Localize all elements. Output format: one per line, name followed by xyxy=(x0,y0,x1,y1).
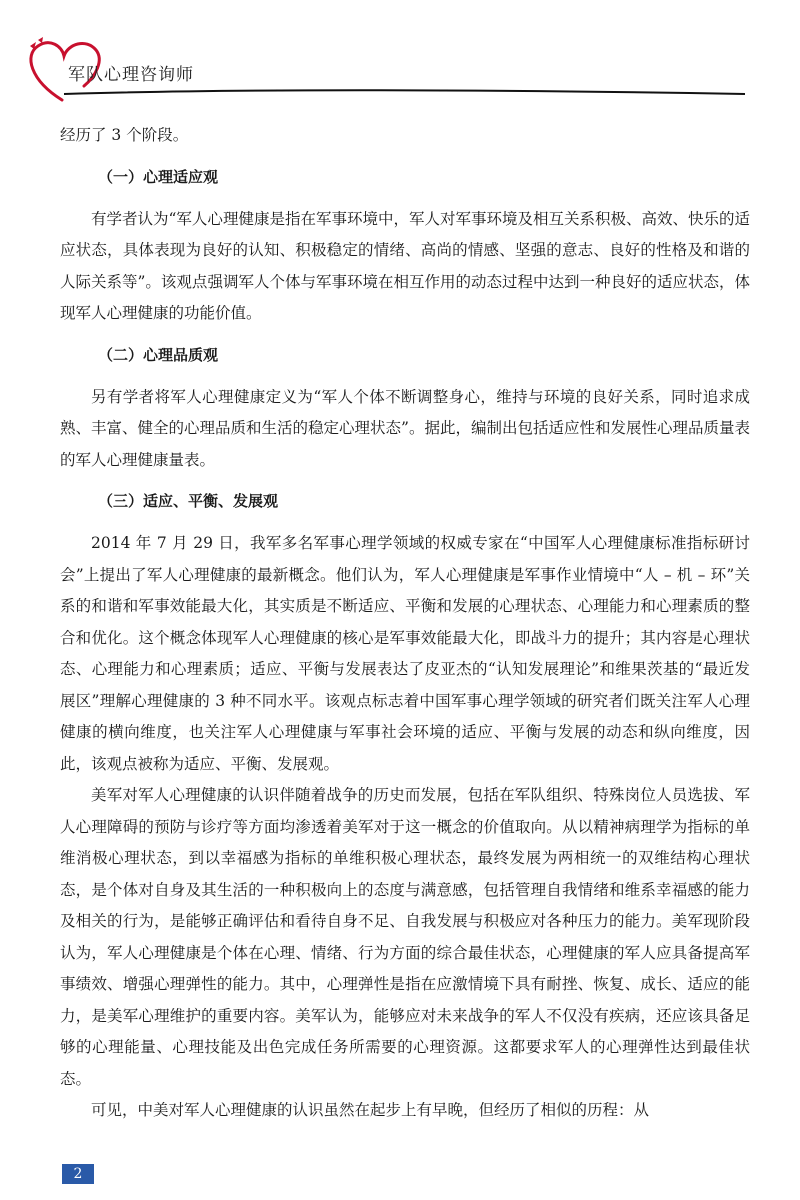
section-1-paragraph: 有学者认为“军人心理健康是指在军事环境中，军人对军事环境及相互关系积极、高效、快乐的适应状态，具体表现为良好的认知、积极稳定的情绪、高尚的情感、坚强的意志、良好的性格及和谐的人际关系等”。该观点强调军人个体与军事环境在相互作用的动态过程中达到一种良好的适应状态，体现军人心理健康的功能价值。 xyxy=(60,209,750,322)
intro-text: 经历了 3 个阶段。 xyxy=(60,126,189,144)
section-heading-3: （三）适应、平衡、发展观 xyxy=(98,492,279,510)
page-number: 2 xyxy=(62,1164,94,1184)
section-3-paragraph-3: 可见，中美对军人心理健康的认识虽然在起步上有早晚，但经历了相似的历程：从 xyxy=(91,1101,650,1119)
section-3-paragraph-1: 2014 年 7 月 29 日，我军多名军事心理学领域的权威专家在“中国军人心理健康标准指标研讨会”上提出了军人心理健康的最新概念。他们认为，军人心理健康是军事作业情境中“人 – 机 – 环”关系的和谐和军事效能最大化，其实质是不断适应、平衡和发展的心理状态、心理能力和心理素质的整合和优化。这个概念体现军人心理健康的核心是军事效能最大化，即战斗力的提升；其内容是心理状态、心理能力和心理素质；适应、平衡与发展表达了皮亚杰的“认知发展理论”和维果茨基的“最近发展区”理解心理健康的 3 种不同水平。该观点标志着中国军事心理学领域的研究者们既关注军人心理健康的横向维度，也关注军人心理健康与军事社会环境的适应、平衡与发展的动态和纵向维度，因此，该观点被称为适应、平衡、发展观。 xyxy=(60,534,750,773)
page-header xyxy=(0,0,800,110)
section-heading-1: （一）心理适应观 xyxy=(98,167,219,186)
section-heading-2: （二）心理品质观 xyxy=(98,345,219,364)
running-title: 军队心理咨询师 xyxy=(68,65,194,85)
section-2-paragraph: 另有学者将军人心理健康定义为“军人个体不断调整身心，维持与环境的良好关系，同时追求成熟、丰富、健全的心理品质和生活的稳定心理状态”。据此，编制出包括适应性和发展性心理品质量表的军人心理健康量表。 xyxy=(60,387,750,469)
header-decoration xyxy=(0,0,800,110)
page-body xyxy=(60,120,750,1127)
section-3-paragraph-2: 美军对军人心理健康的认识伴随着战争的历史而发展，包括在军队组织、特殊岗位人员选拔、军人心理障碍的预防与诊疗等方面均渗透着美军对于这一概念的价值取向。从以精神病理学为指标的单维消极心理状态，到以幸福感为指标的单维积极心理状态，最终发展为两相统一的双维结构心理状态，是个体对自身及其生活的一种积极向上的态度与满意感，包括管理自我情绪和维系幸福感的能力及相关的行为，是能够正确评估和看待自身不足、自我发展与积极应对各种压力的能力。美军现阶段认为，军人心理健康是个体在心理、情绪、行为方面的综合最佳状态，心理健康的军人应具备提高军事绩效、增强心理弹性的能力。其中，心理弹性是指在应激情境下具有耐挫、恢复、成长、适应的能力，是美军心理维护的重要内容。美军认为，能够应对未来战争的军人不仅没有疾病，还应该具备足够的心理能量、心理技能及出色完成任务所需要的心理资源。这都要求军人的心理弹性达到最佳状态。 xyxy=(60,786,750,1088)
